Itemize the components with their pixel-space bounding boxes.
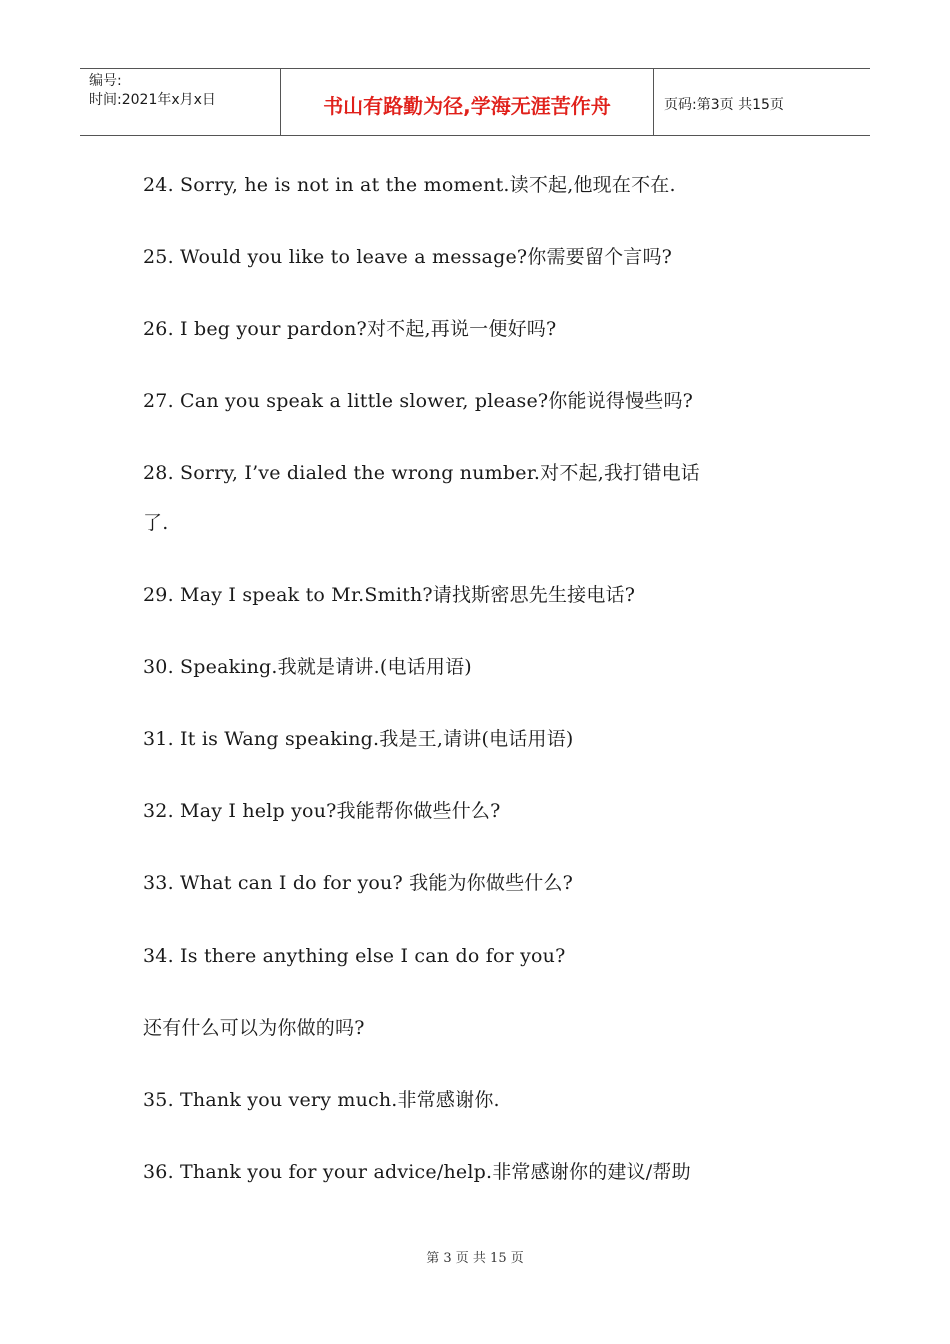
phrase-line: 33. What can I do for you? 我能为你做些什么?: [143, 872, 574, 894]
phrase-line: 35. Thank you very much.非常感谢你.: [143, 1089, 500, 1111]
code-label: 编号:: [89, 73, 122, 89]
phrase-line: 30. Speaking.我就是请讲.(电话用语): [143, 656, 472, 678]
document-header: [80, 68, 870, 136]
header-motto: 书山有路勤为径,学海无涯苦作舟: [281, 69, 654, 135]
phrase-line-continuation: 了.: [143, 512, 169, 534]
header-meta-cell: [80, 69, 281, 135]
phrase-line: 29. May I speak to Mr.Smith?请找斯密思先生接电话?: [143, 584, 636, 606]
phrase-line: 28. Sorry, I’ve dialed the wrong number.对不起,我打错电话: [143, 462, 700, 484]
phrase-line: 34. Is there anything else I can do for you?: [143, 945, 566, 967]
phrase-line: 27. Can you speak a little slower, please?你能说得慢些吗?: [143, 390, 694, 412]
page-footer: 第 3 页 共 15 页: [426, 1251, 524, 1266]
phrase-line: 26. I beg your pardon?对不起,再说一便好吗?: [143, 318, 557, 340]
date-line: 时间:2021年x月x日: [89, 92, 216, 108]
phrase-line: 32. May I help you?我能帮你做些什么?: [143, 800, 501, 822]
phrase-line: 31. It is Wang speaking.我是王,请讲(电话用语): [143, 728, 574, 750]
phrase-translation: 还有什么可以为你做的吗?: [143, 1017, 365, 1039]
phrase-line: 36. Thank you for your advice/help.非常感谢你的建议/帮助: [143, 1161, 691, 1183]
phrase-line: 24. Sorry, he is not in at the moment.读不起,他现在不在.: [143, 174, 676, 196]
header-page-info: 页码:第3页 共15页: [664, 96, 784, 113]
phrase-line: 25. Would you like to leave a message?你需要留个言吗?: [143, 246, 673, 268]
